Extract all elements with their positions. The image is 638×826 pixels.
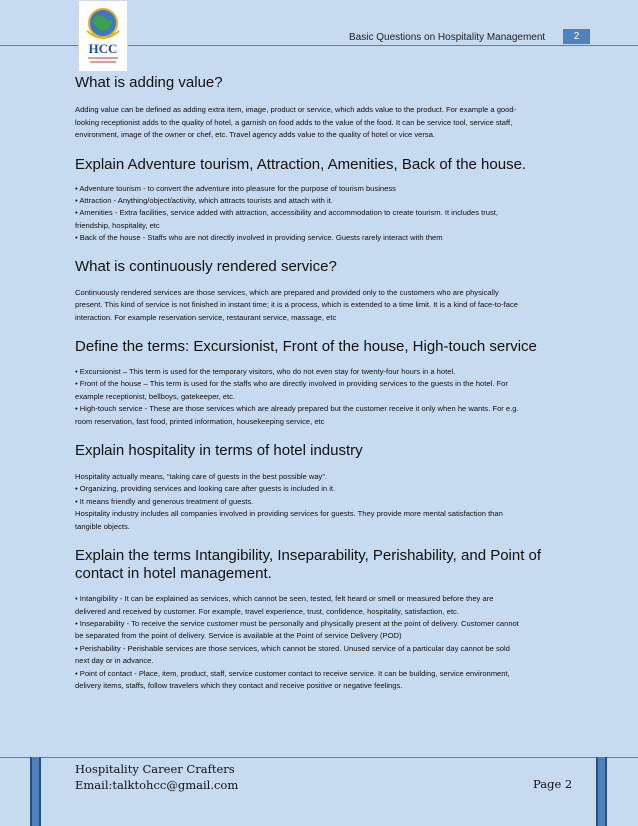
main-content: [75, 74, 570, 692]
section-define-terms: [75, 338, 570, 428]
svg-text:HCC: HCC: [88, 41, 118, 56]
list-item: delivered and received by customer. For example, travel experience, trust, confidence, hospitality, satisfaction, etc.: [75, 606, 459, 616]
footer-rule: [0, 757, 638, 758]
list-item: • Adventure tourism - to convert the adventure into pleasure for the purpose of tourism business: [75, 183, 396, 193]
section-heading: What is adding value?: [75, 74, 223, 91]
paragraph-line: Adding value can be defined as adding extra item, image, product or service, which adds value to the product. For example a good-: [75, 105, 517, 114]
header-page-number: 2: [563, 29, 590, 44]
paragraph-line: Hospitality industry includes all companies involved in providing services for guests. They provide more mental satisfaction than: [75, 509, 503, 519]
section-continuous-service: [75, 258, 570, 325]
paragraph-line: present. This kind of service is not finished in instant time; it is a process, which is extended to a time limit. It is a kind of face-to-face: [75, 300, 519, 310]
list-item: • High-touch service - These are those services which are already prepared but the customer receive it only when he wants. For e.g.: [75, 404, 519, 414]
list-item: be separated from the point of delivery. Service is available at the Point of service Delivery (POD): [75, 631, 402, 641]
list-item: • Front of the house – This term is used for the staffs who are directly involved in providing services to the guests in the hotel. For: [75, 379, 508, 389]
list-item: friendship, hospitality, etc: [75, 220, 160, 230]
list-item: • Perishability - Perishable services are those services, which cannot be stored. Unused service of a particular day cannot be sold: [75, 643, 510, 653]
list-item: • Intangibility - It can be explained as services, which cannot be seen, tested, felt heard or smell or measured before they are: [75, 594, 494, 604]
list-item: • Amenities - Extra facilities, service added with attraction, accessibility and accommodation to create tourism. It includes trust,: [75, 208, 499, 218]
paragraph-line: interaction. For example reservation service, restaurant service, massage, etc: [75, 312, 337, 322]
section-heading: What is continuously rendered service?: [75, 257, 337, 275]
footer-email[interactable]: Email:talktohcc@gmail.com: [75, 778, 239, 792]
list-item: • Inseparability - To receive the service customer must be personally and physically present at the point of delivery. Customer cannot: [75, 618, 519, 628]
list-item: • It means friendly and generous treatment of guests.: [75, 496, 254, 506]
list-item: • Excursionist – This term is used for the temporary visitors, who do not even stay for twenty-four hours in a hotel.: [75, 367, 456, 377]
list-item: next day or in advance.: [75, 656, 154, 666]
list-item: • Point of contact - Place, item, product, staff, service customer contact to receive service. It can be building, service environment,: [75, 668, 510, 678]
list-item: example receptionist, bellboys, gatekeeper, etc.: [75, 391, 235, 401]
footer-company: Hospitality Career Crafters: [75, 762, 235, 776]
paragraph-line: Hospitality actually means, “taking care of guests in the best possible way”.: [75, 472, 327, 482]
section-hospitality: [75, 442, 570, 533]
section-heading: Explain the terms Intangibility, Inseparability, Perishability, and Point of contact in hotel management.: [75, 547, 542, 583]
section-heading: Define the terms: Excursionist, Front of the house, High-touch service: [75, 338, 537, 356]
paragraph-line: environment, image of the owner or chef, etc. Travel agency adds value to the quality of hotel or vice versa.: [75, 130, 436, 139]
paragraph-line: Continuously rendered services are those services, which are prepared and provided only to the customers who are physically: [75, 287, 499, 297]
footer-page-number: Page 2: [533, 777, 573, 791]
list-item: • Organizing, providing services and looking care after guests is included in it.: [75, 484, 336, 494]
list-item: • Attraction - Anything/object/activity, which attracts tourists and attach with it.: [75, 195, 333, 205]
section-intangibility: [75, 547, 570, 692]
section-heading: Explain hospitality in terms of hotel industry: [75, 442, 363, 460]
section-adding-value: [75, 74, 570, 142]
footer-right-bar: [596, 757, 607, 826]
list-item: • Back of the house - Staffs who are not directly involved in providing service. Guests rarely interact with them: [75, 233, 443, 243]
section-adventure-tourism: [75, 156, 570, 245]
list-item: room reservation, fast food, printed information, housekeeping service, etc: [75, 416, 325, 426]
hcc-logo: [78, 0, 128, 72]
list-item: delivery items, staffs, follow travelers which they contact and receive positive or negative feelings.: [75, 680, 403, 690]
document-title: Basic Questions on Hospitality Management: [349, 32, 546, 43]
footer-contact: [75, 761, 238, 793]
footer-left-bar: [30, 757, 41, 826]
paragraph-line: tangible objects.: [75, 521, 130, 531]
section-heading: Explain Adventure tourism, Attraction, Amenities, Back of the house.: [75, 155, 527, 173]
paragraph-line: looking receptionist adds to the quality of hotel, a garnish on food adds to the value of the food. It can be service tool, service staff,: [75, 117, 513, 127]
